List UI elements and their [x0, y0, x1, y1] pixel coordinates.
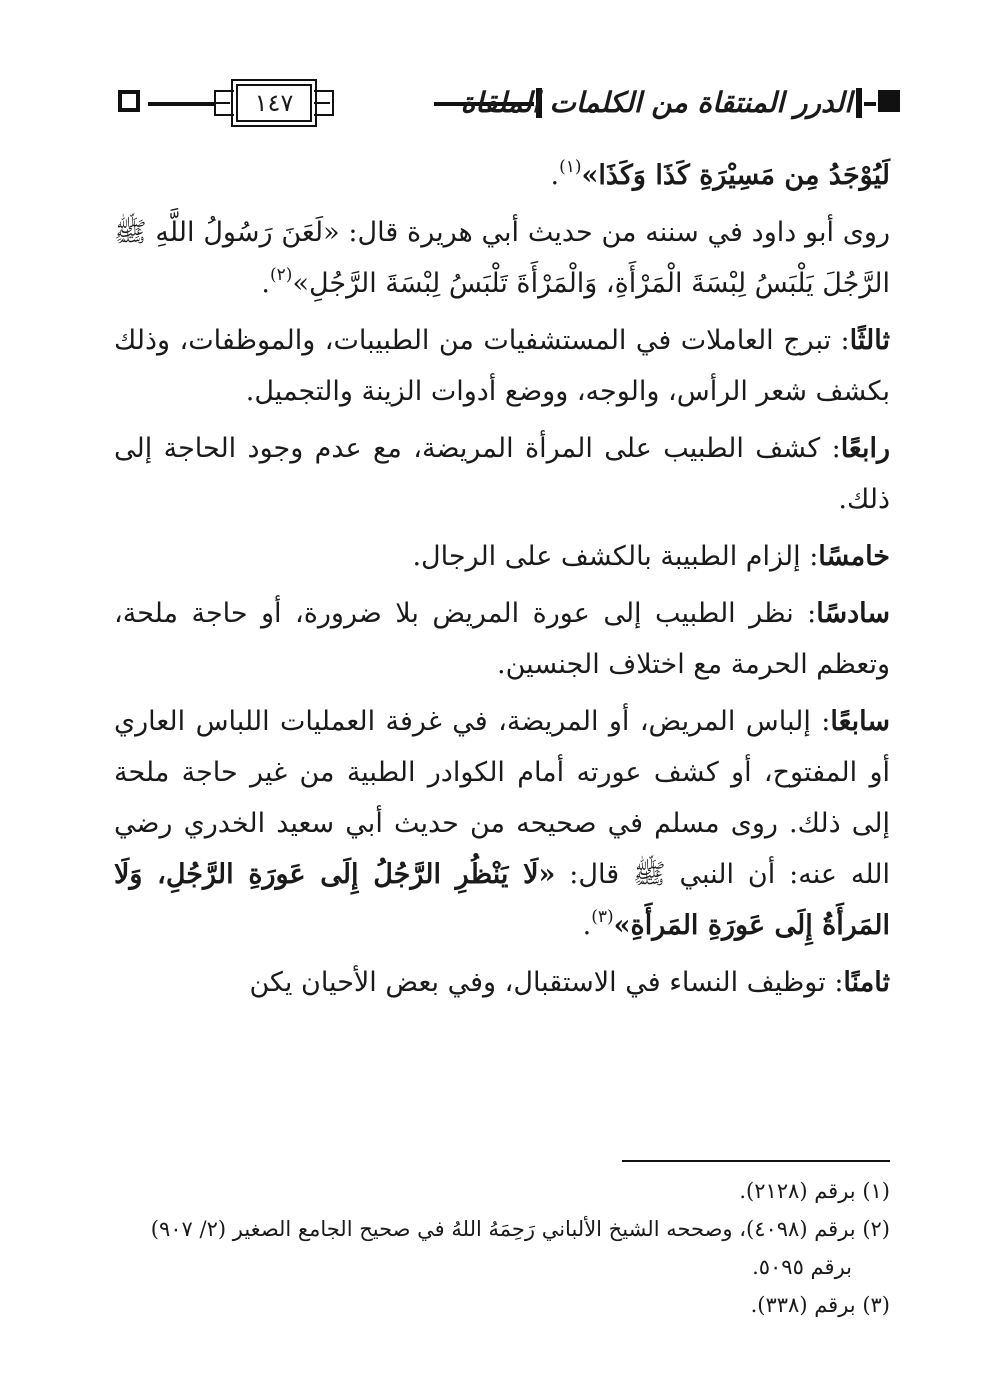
paragraph-text: : إلزام الطبيبة بالكشف على الرجال. — [412, 541, 819, 572]
footnote-text: (٢) برقم (٤٠٩٨)، وصححه الشيخ الألباني رَحِمَهُ اللهُ في صحيح الجامع الصغير (٢/ ٩٠٧) — [150, 1217, 890, 1241]
sentence-end: . — [261, 268, 271, 299]
running-header — [112, 78, 894, 130]
header-end-box-solid — [878, 90, 900, 112]
paragraph-6 — [114, 588, 890, 690]
sentence-end: . — [582, 910, 592, 941]
footnote-continuation: برقم ٥٠٩٥. — [752, 1255, 852, 1279]
footnote-ref: (٢) — [270, 265, 293, 285]
paragraph-text: : إلباس المريض، أو المريضة، في غرفة العمليات اللباس العاري أو المفتوح، أو كشف عورته أمام الكوادر الطبية من غير حاجة ملحة إلى ذلك. روى مسلم في صحيحه من حديث أبي سعيد الخدري رضي الله عنه: أن النبي ﷺ قال: — [114, 706, 890, 890]
paragraph-text: : تبرج العاملات في المستشفيات من الطبيبات، والموظفات، وذلك بكشف شعر الرأس، والوجه، ووضع أدوات الزينة والتجميل. — [114, 325, 890, 407]
paragraph-4 — [114, 423, 890, 525]
list-lead: رابعًا — [840, 433, 890, 464]
footnote-ref: (٣) — [591, 907, 614, 927]
paragraph-5 — [114, 531, 890, 582]
paragraph-text: : نظر الطبيب إلى عورة المريض بلا ضرورة، أو حاجة ملحة، وتعظم الحرمة مع اختلاف الجنسين. — [114, 598, 890, 680]
sentence-end: . — [550, 160, 560, 191]
body-text — [114, 150, 890, 1014]
footnote-2 — [114, 1210, 890, 1286]
list-lead: ثامنًا — [843, 967, 890, 998]
hadith-quote: لَيُوْجَدُ مِن مَسِيْرَةِ كَذَا وَكَذَا» — [581, 160, 890, 191]
header-rule — [864, 102, 876, 106]
paragraph-2 — [114, 207, 890, 309]
footnote-ref: (١) — [559, 157, 582, 177]
list-lead: خامسًا — [818, 541, 890, 572]
frame-ornament-right — [314, 90, 334, 116]
list-lead: سادسًا — [816, 598, 890, 629]
paragraph-7 — [114, 696, 890, 951]
running-title: الدرر المنتقاة من الكلمات الملقاة — [460, 86, 852, 119]
frame-ornament-left — [214, 90, 234, 116]
list-lead: ثالثًا — [849, 325, 890, 356]
paragraph-3 — [114, 315, 890, 417]
page-number: ١٤٧ — [236, 84, 312, 122]
list-lead: سابعًا — [830, 706, 891, 737]
footnote-1: (١) برقم (٢١٢٨). — [739, 1179, 890, 1203]
footnotes — [114, 1172, 890, 1324]
header-end-box-hollow — [118, 90, 140, 112]
footnote-3: (٣) برقم (٣٣٨). — [750, 1293, 890, 1317]
paragraph-text: : كشف الطبيب على المرأة المريضة، مع عدم وجود الحاجة إلى ذلك. — [114, 433, 890, 515]
header-rule — [148, 102, 214, 106]
page-number-frame — [214, 82, 334, 124]
paragraph-8 — [114, 957, 890, 1008]
paragraph-text: روى أبو داود في سننه من حديث أبي هريرة قال: «لَعَنَ رَسُولُ اللَّهِ ﷺ الرَّجُلَ يَلْبَسُ لِبْسَةَ الْمَرْأَةِ، وَالْمَرْأَةَ تَلْبَسُ لِبْسَةَ الرَّجُلِ» — [114, 217, 890, 299]
paragraph-1 — [114, 150, 890, 201]
hadith-quote: «لَا يَنْظُرِ الرَّجُلُ إِلَى عَورَةِ الرَّجُلِ، وَلَا المَرأَةُ إِلَى عَورَةِ المَرأَةِ» — [114, 859, 890, 941]
footnote-separator — [622, 1160, 890, 1162]
header-divider-bar — [856, 88, 862, 118]
paragraph-text: : توظيف النساء في الاستقبال، وفي بعض الأحيان يكن — [249, 967, 844, 998]
